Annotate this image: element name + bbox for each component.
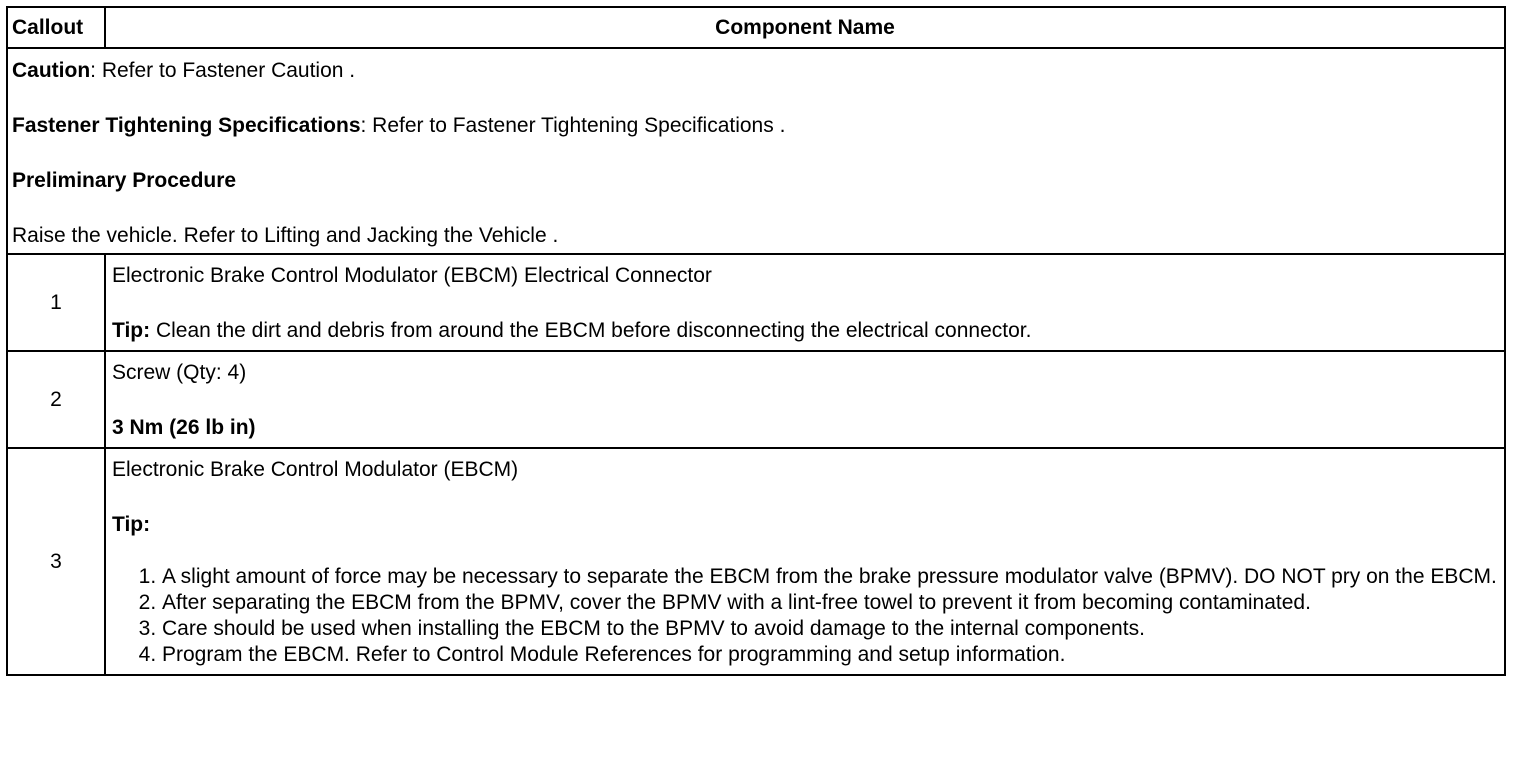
- table-row: [7, 448, 1505, 675]
- tip-line: [112, 318, 1498, 344]
- component-table: [6, 6, 1506, 676]
- caution-label: Caution: [12, 59, 91, 82]
- raise-vehicle-text: Raise the vehicle. Refer to Lifting and Jacking the Vehicle .: [12, 224, 559, 247]
- torque-spec: 3 Nm (26 lb in): [112, 416, 256, 439]
- tip-list-item: 2. After separating the EBCM from the BPMV, cover the BPMV with a lint-free towel to prevent it from becoming contaminated.: [162, 590, 1498, 616]
- tip-list-item: 4. Program the EBCM. Refer to Control Module References for programming and setup information.: [162, 642, 1498, 668]
- tip-label: Tip:: [112, 513, 151, 536]
- header-callout: Callout: [7, 7, 105, 48]
- tip-list-item: 1. A slight amount of force may be necessary to separate the EBCM from the brake pressure modulator valve (BPMV). DO NOT pry on the EBCM.: [162, 564, 1498, 590]
- component-name: Screw (Qty: 4): [112, 361, 247, 384]
- component-name-cell: [105, 254, 1505, 351]
- callout-number: 3: [7, 448, 105, 675]
- caution-line: [12, 58, 1500, 84]
- component-name-cell: [105, 351, 1505, 448]
- intro-cell: [7, 48, 1505, 254]
- callout-number: 2: [7, 351, 105, 448]
- header-component-name: Component Name: [105, 7, 1505, 48]
- tip-list: [112, 564, 1498, 668]
- component-name: Electronic Brake Control Modulator (EBCM): [112, 458, 519, 481]
- fastener-spec-line: [12, 113, 1500, 139]
- intro-row: [7, 48, 1505, 254]
- component-name: Electronic Brake Control Modulator (EBCM) Electrical Connector: [112, 264, 712, 287]
- component-name-cell: [105, 448, 1505, 675]
- table-row: [7, 254, 1505, 351]
- fastener-spec-label: Fastener Tightening Specifications: [12, 114, 361, 137]
- preliminary-procedure-heading: Preliminary Procedure: [12, 169, 237, 192]
- table-row: [7, 351, 1505, 448]
- caution-text: : Refer to Fastener Caution .: [90, 59, 356, 82]
- tip-text: Clean the dirt and debris from around the EBCM before disconnecting the electrical connector.: [150, 319, 1032, 342]
- fastener-spec-text: : Refer to Fastener Tightening Specifications .: [360, 114, 786, 137]
- table-header-row: [7, 7, 1505, 48]
- callout-number: 1: [7, 254, 105, 351]
- tip-label: Tip:: [112, 319, 151, 342]
- tip-list-item: 3. Care should be used when installing the EBCM to the BPMV to avoid damage to the internal components.: [162, 616, 1498, 642]
